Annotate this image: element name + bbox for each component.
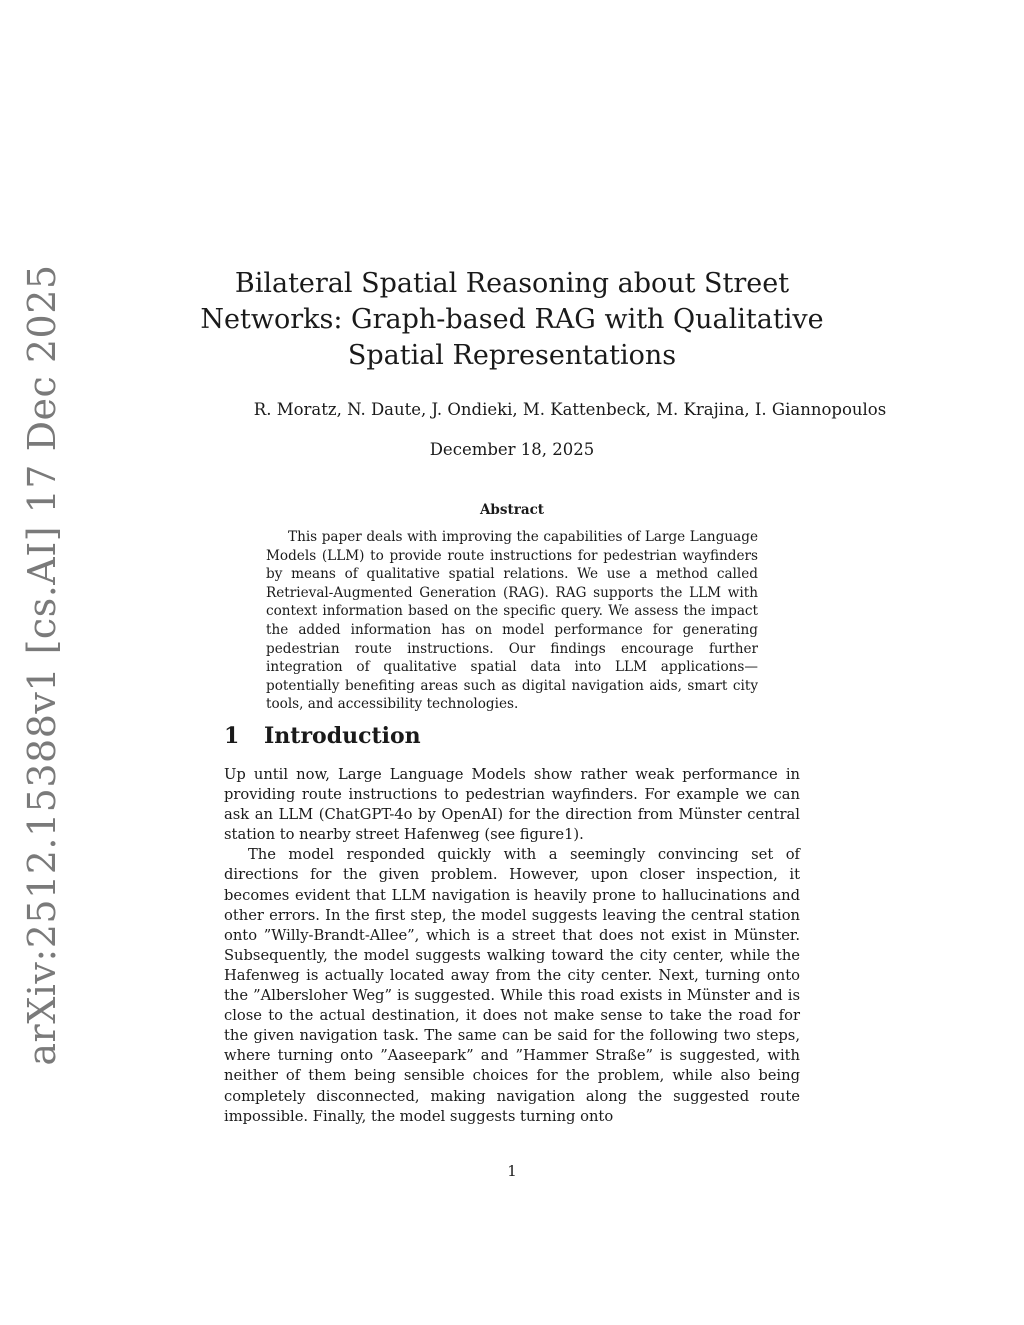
abstract-text: This paper deals with improving the capabilities of Large Language Models (LLM) to provide route instructions for pedestrian wayfinders by means of qualitative spatial relations. We use a method called Retrieval-Augmented Generation (RAG). RAG supports the LLM with context information based on the specific query. We assess the impact the added information has on model performance for generating pedestrian route instructions. Our findings encourage further integration of qualitative spatial data into LLM applications—potentially benefiting areas such as digital navigation aids, smart city tools, and accessibility technologies.	[266, 529, 758, 713]
abstract-heading: Abstract	[479, 502, 545, 518]
arxiv-stamp-text: arXiv:2512.15388v1 [cs.AI] 17 Dec 2025	[20, 264, 64, 1066]
section-title: Introduction	[264, 723, 421, 749]
body-paragraph: The model responded quickly with a seemingly convincing set of directions for the given problem. However, upon closer inspection, it becomes evident that LLM navigation is heavily prone to hallucinations and other errors. In the first step, the model suggests leaving the central station onto ”Willy-Brandt-Allee”, which is a street that does not exist in Münster. Subsequently, the model suggests walking toward the city center, while the Hafenweg is actually located away from the city center. Next, turning onto the ”Albersloher Weg” is suggested. While this road exists in Münster and is close to the actual destination, it does not make sense to take the road for the given navigation task. The same can be said for the following two steps, where turning onto ”Aaseepark” and ”Hammer Straße” is suggested, with neither of them being sensible choices for the problem, while also being completely disconnected, making navigation along the suggested route impossible. Finally, the model suggests turning onto	[224, 846, 800, 1125]
section-number: 1	[224, 723, 240, 749]
publication-date: December 18, 2025	[429, 440, 595, 459]
abstract-body	[266, 528, 758, 714]
title-line: Bilateral Spatial Reasoning about Street	[234, 268, 790, 299]
section-heading	[224, 721, 800, 751]
page-number: 1	[507, 1162, 517, 1180]
section-body	[224, 765, 800, 1127]
title-line: Spatial Representations	[347, 340, 677, 371]
body-paragraph: Up until now, Large Language Models show rather weak performance in providing route instructions to pedestrian wayfinders. For example we can ask an LLM (ChatGPT-4o by OpenAI) for the direction from Münster central station to nearby street Hafenweg (see figure1).	[224, 766, 800, 844]
paper-title	[180, 266, 844, 374]
title-line: Networks: Graph-based RAG with Qualitative	[200, 304, 824, 335]
author-list: R. Moratz, N. Daute, J. Ondieki, M. Kattenbeck, M. Krajina, I. Giannopoulos	[253, 400, 887, 419]
